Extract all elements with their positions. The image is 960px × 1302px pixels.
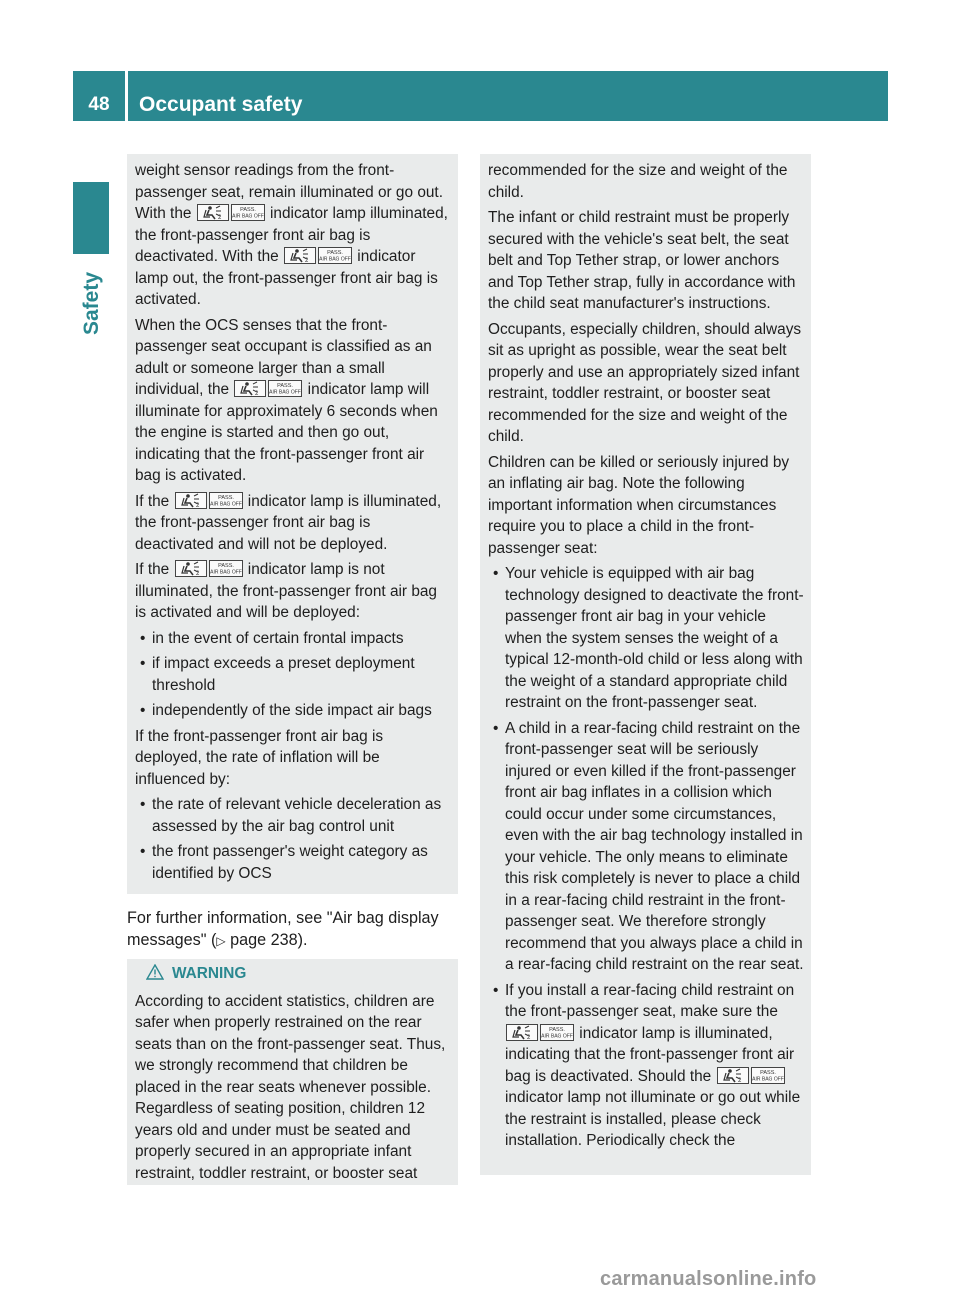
paragraph: recommended for the size and weight of the child. xyxy=(488,162,788,201)
list-item: • independently of the side impact air bags xyxy=(135,700,451,722)
section-marker xyxy=(73,182,109,254)
list-item: • the front passenger's weight category as identified by OCS xyxy=(135,841,451,884)
icon-text-top: PASS. xyxy=(277,383,294,389)
svg-text:2: 2 xyxy=(195,502,199,508)
paragraph: If the front-passenger front air bag is deployed, the rate of inflation will be influenced by: xyxy=(135,727,384,788)
paragraph: weight sensor readings from the front-passenger seat, remain illuminated or go out. With the 2 PASS. AIR BAG OFF indicator lamp illuminated, the front-passenger front air bag is deactivated. With the 2 PASS. AIR BAG OFF indicator lamp out, the front-passenger front air bag is activated. xyxy=(135,162,448,308)
svg-text:2: 2 xyxy=(217,215,222,220)
page-number: 48 xyxy=(88,94,110,115)
svg-text:2: 2 xyxy=(305,258,309,263)
passenger-seat-icon xyxy=(506,1024,538,1041)
watermark: carmanualsonline.info xyxy=(600,1268,817,1290)
icon-text-top: PASS. xyxy=(549,1026,565,1033)
warning-text: According to accident statistics, children are safer when properly restrained on the rear seats than on the front-passenger seat. Thus, we strongly recommend that children be placed in the rear seats whenever possible. Regardless of seating position, children 12 years old and under must be seated and properly secured in an appropriate infant restraint, toddler restraint, or booster seat xyxy=(135,992,446,1182)
paragraph: If the 2 PASS. AIR BAG OFF indicator lamp is illuminated, the front-passenger front air bag is deactivated and will not be deployed. xyxy=(135,492,442,553)
paragraph: When the OCS senses that the front-passenger seat occupant is classified as an adult or someone larger than a small individual, the 2 PASS. AIR BAG OFF indicator lamp will illuminate for approximately 6 seconds when the engine is started and then go out, indicating that the front-passenger front air bag is activated. xyxy=(135,316,438,484)
list-item: • if impact exceeds a preset deployment threshold xyxy=(135,653,451,696)
right-info-box xyxy=(480,154,811,1175)
passenger-seat-icon xyxy=(175,560,207,577)
icon-text-top: PASS. xyxy=(759,1069,776,1076)
paragraph: Children can be killed or seriously injured by an inflating air bag. Note the following important information when circumstances require you to place a child in the front-passenger seat: xyxy=(488,453,790,557)
icon-text-top: PASS. xyxy=(217,563,234,569)
pass-airbag-off-icon xyxy=(318,247,352,264)
deployment-list xyxy=(135,628,451,722)
list-item: • the rate of relevant vehicle deceleration as assessed by the air bag control unit xyxy=(135,794,451,837)
passenger-seat-icon xyxy=(234,380,266,397)
icon-text-bottom: AIR BAG OFF xyxy=(269,389,302,396)
icon-text-top: PASS. xyxy=(327,250,343,256)
header-divider xyxy=(125,71,128,121)
left-info-box xyxy=(127,154,458,894)
pass-airbag-off-icon xyxy=(751,1067,785,1084)
icon-text-bottom: AIR BAG OFF xyxy=(231,213,264,220)
warning-box xyxy=(127,959,458,1185)
svg-text:2: 2 xyxy=(195,571,199,576)
page-title: Occupant safety xyxy=(139,93,303,116)
svg-text:2: 2 xyxy=(527,1034,531,1040)
svg-text:2: 2 xyxy=(737,1077,741,1083)
icon-text-top: PASS. xyxy=(217,494,234,501)
paragraph: The infant or child restraint must be properly secured with the vehicle's seat belt, the seat belt and Top Tether strap, or lower anchors and Top Tether strap, fully in accordance with the child seat manufacturer's instructions. xyxy=(488,209,796,312)
passenger-seat-icon xyxy=(717,1067,749,1084)
warning-triangle-icon xyxy=(146,964,164,987)
warning-heading: WARNING xyxy=(135,963,451,987)
child-safety-list xyxy=(488,563,804,1152)
passenger-seat-icon xyxy=(175,492,207,509)
inflation-list xyxy=(135,794,451,884)
section-label: Safety xyxy=(80,271,103,335)
page-reference-arrow-icon: ▷ xyxy=(216,933,226,948)
list-item: • If you install a rear-facing child restraint on the front-passenger seat, make sure the 2 PASS. AIR BAG OFF indicator lamp is illuminated, indicating that the front-passenger front air bag is deactivated. Should the 2 PASS. AIR BAG OFF indicator lamp not illuminate or go out while the restraint is installed, please check installation. Periodically check the xyxy=(488,980,804,1152)
pass-airbag-off-icon xyxy=(540,1024,574,1041)
paragraph: If the 2 PASS. AIR BAG OFF indicator lamp is not illuminated, the front-passenger front air bag is activated and will be deployed: xyxy=(135,561,437,621)
pass-airbag-off-icon xyxy=(268,380,302,397)
icon-text-bottom: AIR BAG OFF xyxy=(541,1033,573,1039)
paragraph: Occupants, especially children, should always sit as upright as possible, wear the seat belt properly and use an appropriately sized infant restraint, toddler restraint, or booster seat recommended for the size and weight of the child. xyxy=(488,320,802,445)
svg-text:2: 2 xyxy=(255,391,259,396)
pass-airbag-off-icon xyxy=(209,560,243,577)
icon-text-bottom: AIR BAG OFF xyxy=(319,256,351,263)
passenger-seat-icon xyxy=(197,204,229,221)
icon-text-bottom: AIR BAG OFF xyxy=(751,1076,784,1082)
list-item: • in the event of certain frontal impacts xyxy=(135,628,451,650)
list-item: • A child in a rear-facing child restraint on the front-passenger seat will be seriously injured or even killed if the front-passenger front air bag inflates in a collision which could occur under some circumstances, even with the air bag technology installed in your vehicle. The only means to eliminate this risk completely is never to place a child in a rear-facing child restraint in the front-passenger seat. We therefore strongly recommend that you always place a child in a rear-facing child restraint on the rear seat. xyxy=(488,718,804,976)
passenger-seat-icon xyxy=(284,247,316,264)
pass-airbag-off-icon xyxy=(209,492,243,509)
icon-text-bottom: AIR BAG OFF xyxy=(209,569,242,576)
list-item: • Your vehicle is equipped with air bag technology designed to deactivate the front-passenger front air bag in your vehicle when the system senses the weight of a typical 12-month-old child or less along with the weight of a standard appropriate child restraint on the front-passenger seat. xyxy=(488,563,804,714)
icon-text-top: PASS. xyxy=(239,207,256,213)
icon-text-bottom: AIR BAG OFF xyxy=(209,501,242,507)
further-info-text: For further information, see "Air bag display messages" (▷ page 238). xyxy=(127,909,439,949)
page-header xyxy=(73,71,888,121)
pass-airbag-off-icon xyxy=(231,204,265,221)
